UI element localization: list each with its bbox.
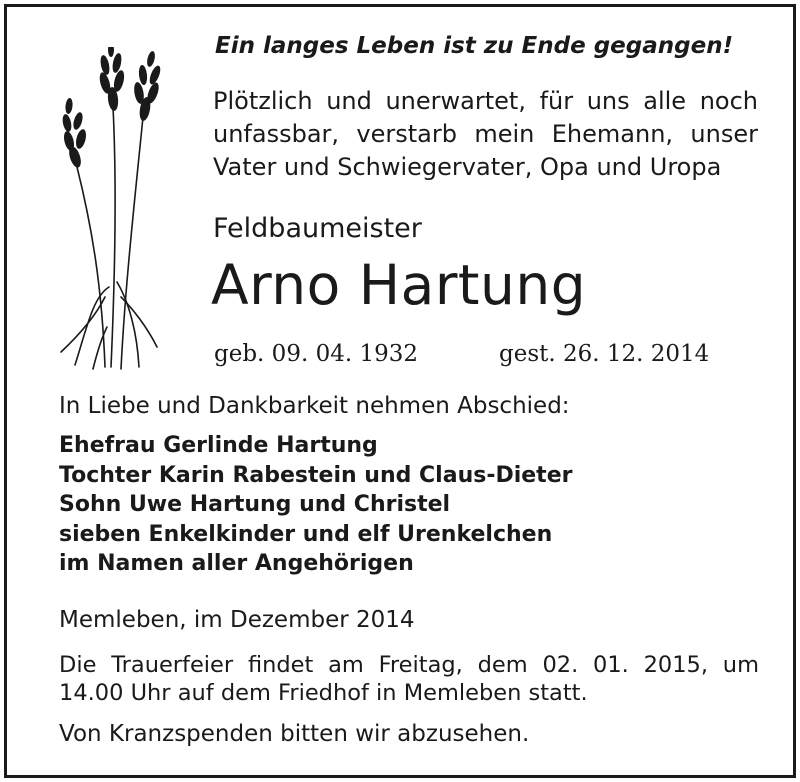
mourner-item: im Namen aller Angehörigen bbox=[59, 551, 414, 576]
obituary-notice bbox=[4, 4, 796, 778]
place-date: Memleben, im Dezember 2014 bbox=[59, 607, 415, 633]
service-line: Die Trauerfeier findet am Freitag, dem 02. 01. 2015, um bbox=[59, 652, 759, 678]
mourner-item: sieben Enkelkinder und elf Urenkelchen bbox=[59, 521, 553, 547]
service-line: 14.00 Uhr auf dem Friedhof in Memleben statt. bbox=[59, 680, 588, 706]
death-date: gest. 26. 12. 2014 bbox=[499, 341, 710, 367]
mourner-item: Ehefrau Gerlinde Hartung bbox=[59, 433, 378, 458]
headline: Ein langes Leben ist zu Ende gegangen! bbox=[215, 33, 734, 59]
birth-date: geb. 09. 04. 1932 bbox=[214, 341, 418, 367]
intro-line: Vater und Schwiegervater, Opa und Uropa bbox=[213, 153, 722, 181]
farewell-line: In Liebe und Dankbarkeit nehmen Abschied: bbox=[59, 393, 570, 419]
mourners-list bbox=[59, 431, 572, 579]
life-dates bbox=[214, 341, 710, 367]
deceased-title: Feldbaumeister bbox=[213, 213, 422, 244]
wheat-icon bbox=[47, 47, 187, 372]
intro-line: unfassbar, verstarb mein Ehemann, unser bbox=[213, 120, 758, 148]
intro-line: Plötzlich und unerwartet, für uns alle noch bbox=[213, 87, 758, 115]
funeral-service-info bbox=[59, 651, 759, 707]
mourner-item: Sohn Uwe Hartung und Christel bbox=[59, 492, 451, 517]
deceased-name: Arno Hartung bbox=[211, 253, 587, 317]
closing-note: Von Kranzspenden bitten wir abzusehen. bbox=[59, 721, 530, 747]
mourner-item: Tochter Karin Rabestein und Claus-Dieter bbox=[59, 462, 573, 488]
intro-paragraph bbox=[213, 85, 758, 184]
